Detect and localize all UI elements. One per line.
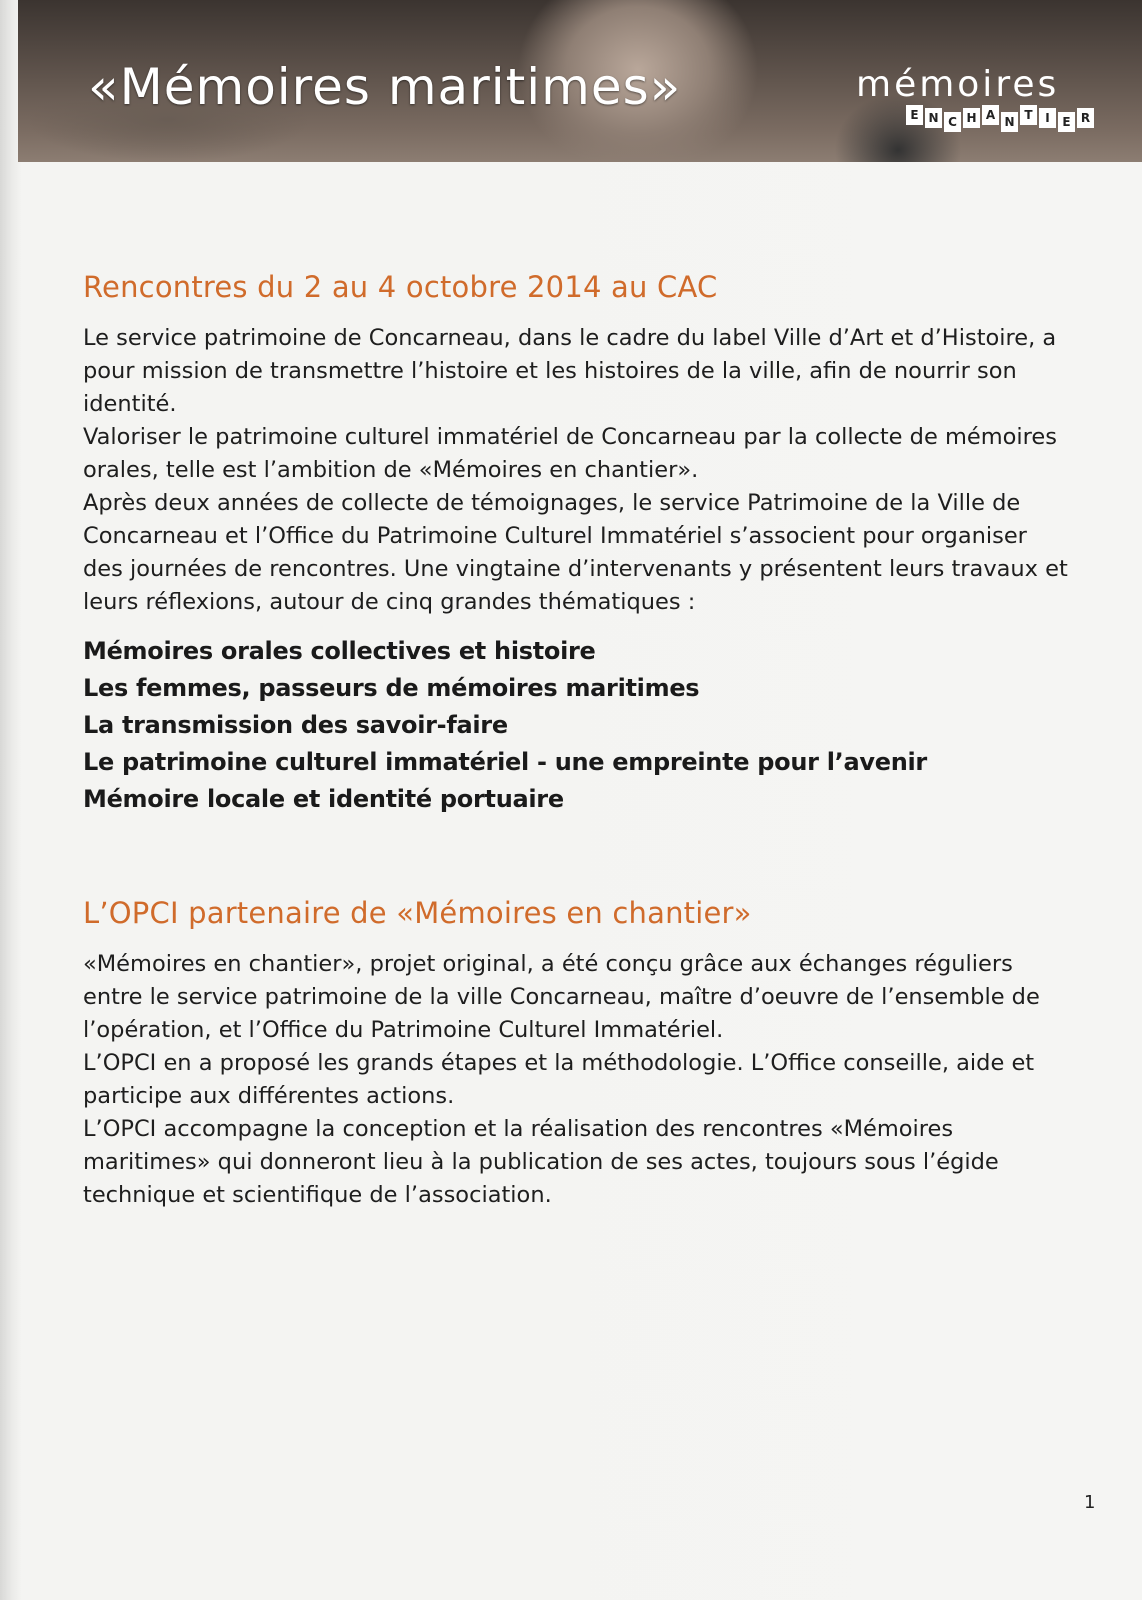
logo-letter: T bbox=[1020, 105, 1037, 125]
binding-fold bbox=[0, 0, 22, 1600]
section-heading: Rencontres du 2 au 4 octobre 2014 au CAC bbox=[83, 270, 718, 304]
logo-letter: I bbox=[1039, 108, 1056, 128]
main-content bbox=[83, 270, 1073, 1212]
banner-title: «Mémoires maritimes» bbox=[88, 58, 682, 116]
themes-list bbox=[83, 633, 1073, 818]
memoires-en-chantier-logo bbox=[856, 64, 1106, 134]
section-opci-partenaire bbox=[83, 896, 1073, 1212]
theme-item: Mémoires orales collectives et histoire bbox=[83, 637, 596, 665]
logo-letter: E bbox=[906, 105, 923, 125]
logo-letter: N bbox=[1001, 112, 1018, 132]
logo-letter: E bbox=[1058, 112, 1075, 132]
paragraph: «Mémoires en chantier», projet original, a été conçu grâce aux échanges réguliers entre le service patrimoine de la ville Concarneau, maître d’oeuvre de l’ensemble de l’opération, et l’Office du Patrimoine Culturel Immatériel. bbox=[83, 951, 1040, 1043]
page-number: 1 bbox=[1084, 1492, 1096, 1513]
logo-letter-boxes bbox=[906, 108, 1096, 128]
theme-item: Les femmes, passeurs de mémoires maritimes bbox=[83, 674, 700, 702]
section-rencontres bbox=[83, 270, 1073, 818]
logo-letter: R bbox=[1077, 108, 1094, 128]
paragraph: Valoriser le patrimoine culturel immatériel de Concarneau par la collecte de mémoires orales, telle est l’ambition de «Mémoires en chantier». bbox=[83, 424, 1057, 483]
paragraph: Le service patrimoine de Concarneau, dans le cadre du label Ville d’Art et d’Histoire, a pour mission de transmettre l’histoire et les histoires de la ville, afin de nourrir son identité. bbox=[83, 325, 1057, 417]
logo-letter: A bbox=[982, 105, 999, 125]
paragraph: L’OPCI accompagne la conception et la réalisation des rencontres «Mémoires maritimes» qui donneront lieu à la publication de ses actes, toujours sous l’égide technique et scientifique de l’association. bbox=[83, 1116, 999, 1208]
logo-letter: H bbox=[963, 108, 980, 128]
section-heading: L’OPCI partenaire de «Mémoires en chantier» bbox=[83, 896, 752, 930]
logo-letter: N bbox=[925, 108, 942, 128]
header-banner-photo bbox=[18, 0, 1142, 162]
logo-letter: C bbox=[944, 112, 961, 132]
theme-item: Le patrimoine culturel immatériel - une empreinte pour l’avenir bbox=[83, 748, 927, 776]
paragraph: L’OPCI en a proposé les grands étapes et la méthodologie. L’Office conseille, aide et participe aux différentes actions. bbox=[83, 1050, 1035, 1109]
theme-item: La transmission des savoir-faire bbox=[83, 711, 508, 739]
paragraph: Après deux années de collecte de témoignages, le service Patrimoine de la Ville de Concarneau et l’Office du Patrimoine Culturel Immatériel s’associent pour organiser des journées de rencontres. Une vingtaine d’intervenants y présentent leurs travaux et leurs réflexions, autour de cinq grandes thématiques : bbox=[83, 490, 1068, 615]
theme-item: Mémoire locale et identité portuaire bbox=[83, 785, 564, 813]
logo-word: mémoires bbox=[856, 64, 1060, 105]
